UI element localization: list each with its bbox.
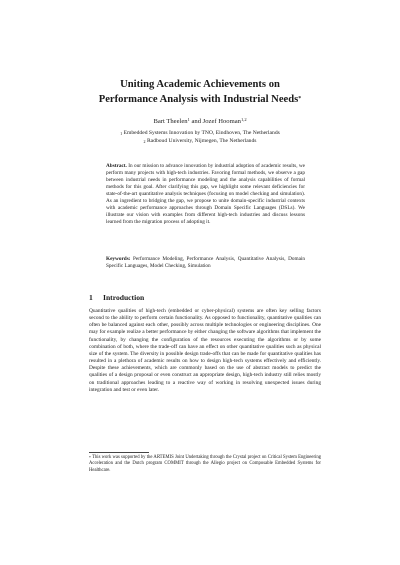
footnote (89, 455, 321, 474)
abstract (106, 163, 305, 226)
keywords-text: Performance Modeling, Performance Analysis, Quantitative Analysis, Domain Specific Languages, Model Checking, Simulation (106, 256, 305, 269)
author-affil-sup: 1 (187, 117, 190, 122)
body-paragraph: Quantitative qualities of high-tech (embedded or cyber-physical) systems are often key selling factors second to the ability to perform certain functionality. As opposed to functionality, quantitative qualities can often be balanced against each other, possibly across multiple technologies or engineering disciplines. One may for example realize a better performance by either changing the software algorithms that implement the functionality, by changing the configuration of the resources executing the algorithms or by some combination of both, where the trade-off can have an effect on other quantitative qualities such as physical size of the system. The diversity in possible design trade-offs that can be made for quantitative qualities has resulted in a plethora of academic results on how to design high-tech systems effectively and efficiently. Despite these achievements, which are commonly based on the use of abstract models to predict the qualities of a design proposal or even construct an appropriate design, high-tech industry still relies mostly on traditional approaches leading to a reactive way of working in resolving unexpected issues during integration and test or even later. (89, 308, 321, 393)
footnote-mark: * (89, 456, 91, 460)
author-name: Jozef Hooman (202, 118, 241, 125)
affiliation (60, 138, 340, 146)
author-affil-sup: 1,2 (240, 117, 247, 122)
affiliation (60, 130, 340, 138)
section-title: Introduction (103, 293, 145, 302)
keywords-label: Keywords: (106, 256, 131, 262)
author-list (60, 118, 340, 125)
affiliation-list (60, 130, 340, 146)
title-line-1: Uniting Academic Achievements on (120, 79, 280, 90)
section-number: 1 (89, 293, 93, 302)
author-connector: and (191, 118, 201, 125)
affiliation-text: Radboud University, Nijmegen, The Netherlands (146, 137, 257, 144)
abstract-label: Abstract. (106, 163, 127, 169)
title-footnote-mark: * (298, 95, 302, 102)
affiliation-number: 1 (120, 131, 123, 136)
affiliation-number: 2 (143, 138, 146, 144)
keywords (106, 256, 305, 270)
footnote-divider (89, 452, 149, 453)
section-heading (89, 293, 319, 302)
footnote-text: This work was supported by the ARTEMIS Joint Undertaking through the Crystal project on Critical System Engineering Acceleration and the Dutch program COMMIT through the Allegio project on Composable Embedded Systems for Healthcare. (89, 455, 322, 473)
title-line-2 (60, 93, 340, 108)
abstract-text: In our mission to advance innovation by industrial adoption of academic results, we perform many projects with high-tech industries. Favoring formal methods, we observe a gap between industrial needs in performance modeling and the analysis capabilities of formal methods for this goal. After clarifying this gap, we highlight some relevant deficiencies for state-of-the-art quantitative analysis techniques (focusing on model checking and simulation). As an ingredient to bridging the gap, we propose to unite domain-specific industrial contexts with academic performance approaches through Domain Specific Languages (DSLs). We illustrate our vision with examples from different high-tech industries and discuss lessons learned from the migration process of adopting it. (106, 163, 306, 225)
author-name: Bart Theelen (153, 118, 188, 125)
paper-title (60, 78, 340, 107)
affiliation-text: Embedded Systems Innovation by TNO, Eindhoven, The Netherlands (123, 130, 280, 136)
title-line-2-text: Performance Analysis with Industrial Needs (98, 93, 299, 105)
